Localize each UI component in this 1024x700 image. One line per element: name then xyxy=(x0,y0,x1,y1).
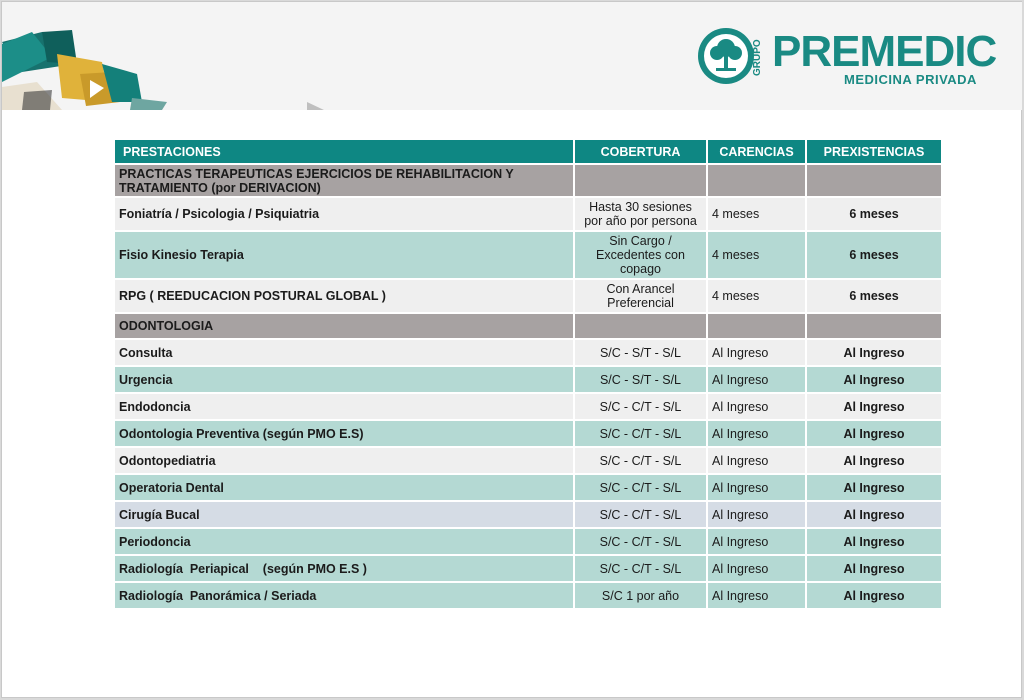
cell-prestacion: Fisio Kinesio Terapia xyxy=(115,232,573,278)
column-header-cobertura: COBERTURA xyxy=(575,140,706,163)
cell-prexistencias: Al Ingreso xyxy=(807,475,941,500)
cell-cobertura: S/C - C/T - S/L xyxy=(575,475,706,500)
cell-prexistencias: 6 meses xyxy=(807,198,941,230)
table-row xyxy=(115,394,941,419)
cell-carencias: Al Ingreso xyxy=(708,583,805,608)
column-header-carencias: CARENCIAS xyxy=(708,140,805,163)
table-row xyxy=(115,198,941,230)
cell-carencias: Al Ingreso xyxy=(708,556,805,581)
cell-prestacion: Odontologia Preventiva (según PMO E.S) xyxy=(115,421,573,446)
cell-carencias xyxy=(708,165,805,196)
cell-prestacion: Foniatría / Psicologia / Psiquiatria xyxy=(115,198,573,230)
cell-prexistencias xyxy=(807,165,941,196)
cell-prestacion: Periodoncia xyxy=(115,529,573,554)
decorative-shapes xyxy=(2,2,332,112)
cell-prexistencias: Al Ingreso xyxy=(807,340,941,365)
cell-prexistencias: Al Ingreso xyxy=(807,583,941,608)
table-row xyxy=(115,280,941,312)
cell-carencias: Al Ingreso xyxy=(708,340,805,365)
cell-prexistencias: Al Ingreso xyxy=(807,529,941,554)
cell-prestacion: Urgencia xyxy=(115,367,573,392)
cell-cobertura: S/C - C/T - S/L xyxy=(575,502,706,527)
table-row xyxy=(115,475,941,500)
cell-prexistencias: 6 meses xyxy=(807,232,941,278)
cell-cobertura: S/C - S/T - S/L xyxy=(575,367,706,392)
section-row-odontologia xyxy=(115,314,941,338)
cell-cobertura: S/C - C/T - S/L xyxy=(575,529,706,554)
cell-cobertura: S/C - C/T - S/L xyxy=(575,421,706,446)
cell-carencias: 4 meses xyxy=(708,198,805,230)
cell-prestacion: Cirugía Bucal xyxy=(115,502,573,527)
table-row xyxy=(115,367,941,392)
cell-prestacion: PRACTICAS TERAPEUTICAS EJERCICIOS DE REHABILITACION Y TRATAMIENTO (por DERIVACION) xyxy=(115,165,573,196)
cell-carencias xyxy=(708,314,805,338)
cell-carencias: Al Ingreso xyxy=(708,502,805,527)
table-row xyxy=(115,421,941,446)
cell-prestacion: Radiología Panorámica / Seriada xyxy=(115,583,573,608)
section-row-practicas xyxy=(115,165,941,196)
cell-prestacion: Endodoncia xyxy=(115,394,573,419)
cell-carencias: Al Ingreso xyxy=(708,529,805,554)
cell-cobertura: S/C 1 por año xyxy=(575,583,706,608)
cell-carencias: 4 meses xyxy=(708,232,805,278)
cell-carencias: Al Ingreso xyxy=(708,475,805,500)
cell-prestacion: ODONTOLOGIA xyxy=(115,314,573,338)
cell-cobertura: S/C - C/T - S/L xyxy=(575,394,706,419)
document-page xyxy=(1,1,1022,698)
tree-logo-icon xyxy=(696,26,758,88)
cell-carencias: Al Ingreso xyxy=(708,421,805,446)
cell-prestacion: Radiología Periapical (según PMO E.S ) xyxy=(115,556,573,581)
table-row xyxy=(115,529,941,554)
table-row xyxy=(115,232,941,278)
cell-carencias: Al Ingreso xyxy=(708,367,805,392)
logo-tagline: MEDICINA PRIVADA xyxy=(844,72,977,87)
cell-carencias: 4 meses xyxy=(708,280,805,312)
cell-prexistencias xyxy=(807,314,941,338)
cell-cobertura: Hasta 30 sesiones por año por persona xyxy=(575,198,706,230)
cell-prestacion: Operatoria Dental xyxy=(115,475,573,500)
cell-cobertura: S/C - C/T - S/L xyxy=(575,448,706,473)
benefits-table xyxy=(113,138,943,610)
cell-prexistencias: Al Ingreso xyxy=(807,448,941,473)
table-row xyxy=(115,502,941,527)
premedic-logo xyxy=(696,26,996,92)
cell-cobertura: Con Arancel Preferencial xyxy=(575,280,706,312)
cell-prestacion: RPG ( REEDUCACION POSTURAL GLOBAL ) xyxy=(115,280,573,312)
cell-cobertura xyxy=(575,165,706,196)
logo-prefix: GRUPO xyxy=(752,39,763,76)
cell-cobertura: Sin Cargo / Excedentes con copago xyxy=(575,232,706,278)
logo-brand-name: PREMEDIC xyxy=(772,27,997,76)
cell-prexistencias: Al Ingreso xyxy=(807,421,941,446)
cell-cobertura: S/C - S/T - S/L xyxy=(575,340,706,365)
cell-carencias: Al Ingreso xyxy=(708,448,805,473)
cell-carencias: Al Ingreso xyxy=(708,394,805,419)
column-header-prestaciones: PRESTACIONES xyxy=(115,140,573,163)
table-row xyxy=(115,556,941,581)
cell-prexistencias: 6 meses xyxy=(807,280,941,312)
table-row xyxy=(115,340,941,365)
cell-prexistencias: Al Ingreso xyxy=(807,367,941,392)
table-header-row xyxy=(115,140,941,163)
cell-prexistencias: Al Ingreso xyxy=(807,502,941,527)
cell-cobertura: S/C - C/T - S/L xyxy=(575,556,706,581)
table-row xyxy=(115,448,941,473)
cell-cobertura xyxy=(575,314,706,338)
column-header-prexistencias: PREXISTENCIAS xyxy=(807,140,941,163)
cell-prexistencias: Al Ingreso xyxy=(807,394,941,419)
table-row xyxy=(115,583,941,608)
cell-prexistencias: Al Ingreso xyxy=(807,556,941,581)
cell-prestacion: Odontopediatria xyxy=(115,448,573,473)
cell-prestacion: Consulta xyxy=(115,340,573,365)
